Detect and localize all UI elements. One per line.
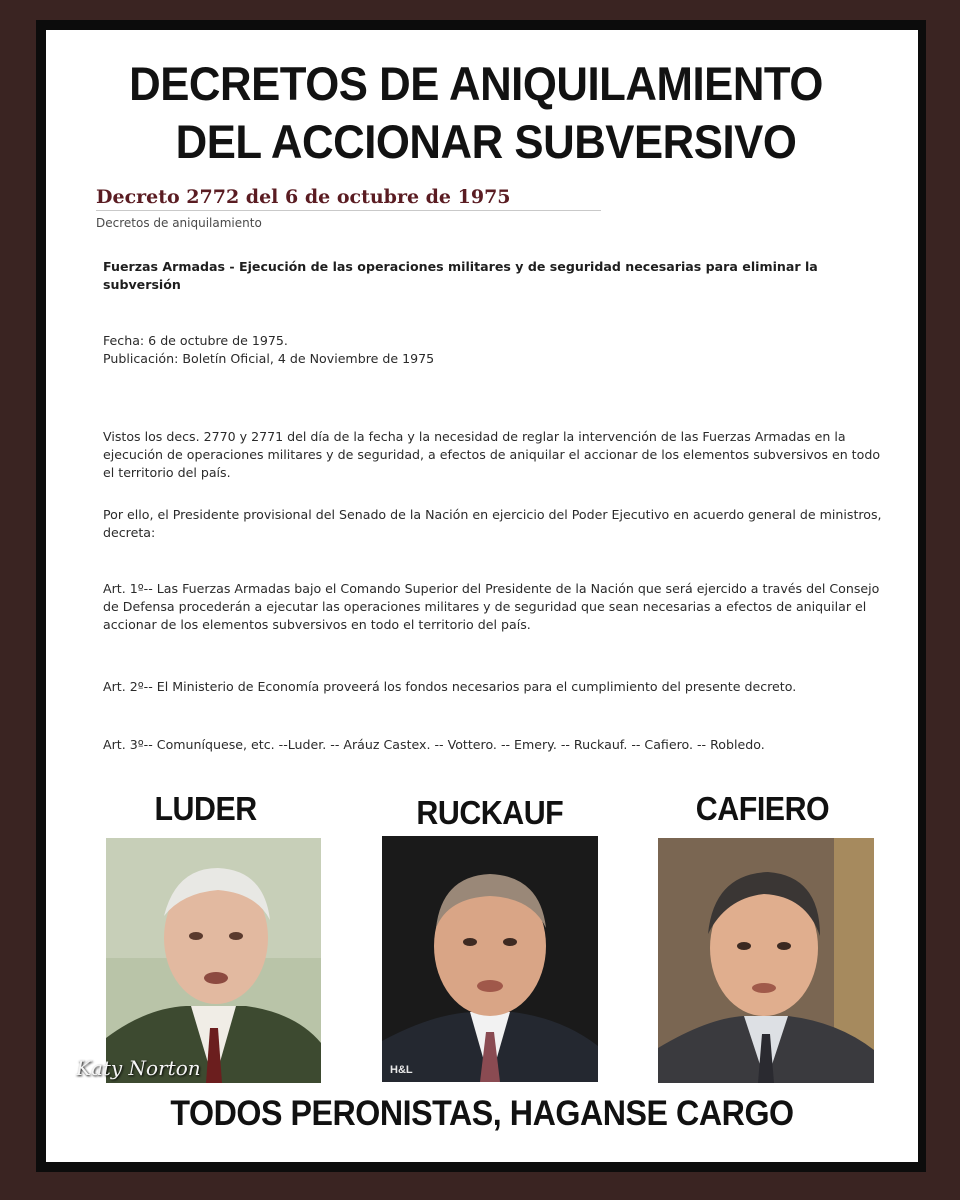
headline-line-1: DECRETOS DE ANIQUILAMIENTO [129,57,823,110]
decree-article-3: Art. 3º-- Comuníquese, etc. --Luder. -- Aráuz Castex. -- Vottero. -- Emery. -- Ruckauf. -- Cafiero. -- Robledo. [103,737,765,752]
decree-article-2: Art. 2º-- El Ministerio de Economía proveerá los fondos necesarios para el cumplimiento del presente decreto. [103,679,797,694]
photo-watermark-katy-norton: Katy Norton [76,1056,201,1080]
decree-article-1: Art. 1º-- Las Fuerzas Armadas bajo el Comando Superior del Presidente de la Nación que será ejercido a través del Consejo de Defensa procederán a ejecutar las operaciones militares y de seguridad que sean necesarias a efectos de aniquilar el accionar de los elementos subversivos en todo el territorio del país. [103,581,880,632]
footer-slogan: TODOS PERONISTAS, HAGANSE CARGO [170,1094,794,1133]
decree-title: Decreto 2772 del 6 de octubre de 1975 [96,186,511,208]
person-name-ruckauf: RUCKAUF [416,794,564,831]
person-name-cafiero: CAFIERO [695,790,830,827]
photo-watermark-hl: H&L [390,1064,413,1076]
decree-title-divider [96,210,601,211]
person-name-luder: LUDER [154,790,257,827]
headline-line-2: DEL ACCIONAR SUBVERSIVO [175,115,797,168]
portrait-luder [106,838,321,1083]
decree-preamble: Por ello, el Presidente provisional del Senado de la Nación en ejercicio del Poder Ejecutivo en acuerdo general de ministros, decreta: [103,507,882,540]
decree-subject: Fuerzas Armadas - Ejecución de las operaciones militares y de seguridad necesarias para eliminar la subversión [103,259,818,292]
portrait-cafiero [658,838,874,1083]
decree-date: Fecha: 6 de octubre de 1975. [103,333,288,348]
decree-considerations: Vistos los decs. 2770 y 2771 del día de la fecha y la necesidad de reglar la intervención de las Fuerzas Armadas en la ejecución de operaciones militares y de seguridad, a efectos de aniquilar el accionar de los elementos subversivos en todo el territorio del país. [103,429,881,480]
decree-category: Decretos de aniquilamiento [96,216,262,230]
portrait-ruckauf [382,836,598,1082]
flyer-sheet [46,30,918,1162]
decree-publication: Publicación: Boletín Oficial, 4 de Noviembre de 1975 [103,351,435,366]
